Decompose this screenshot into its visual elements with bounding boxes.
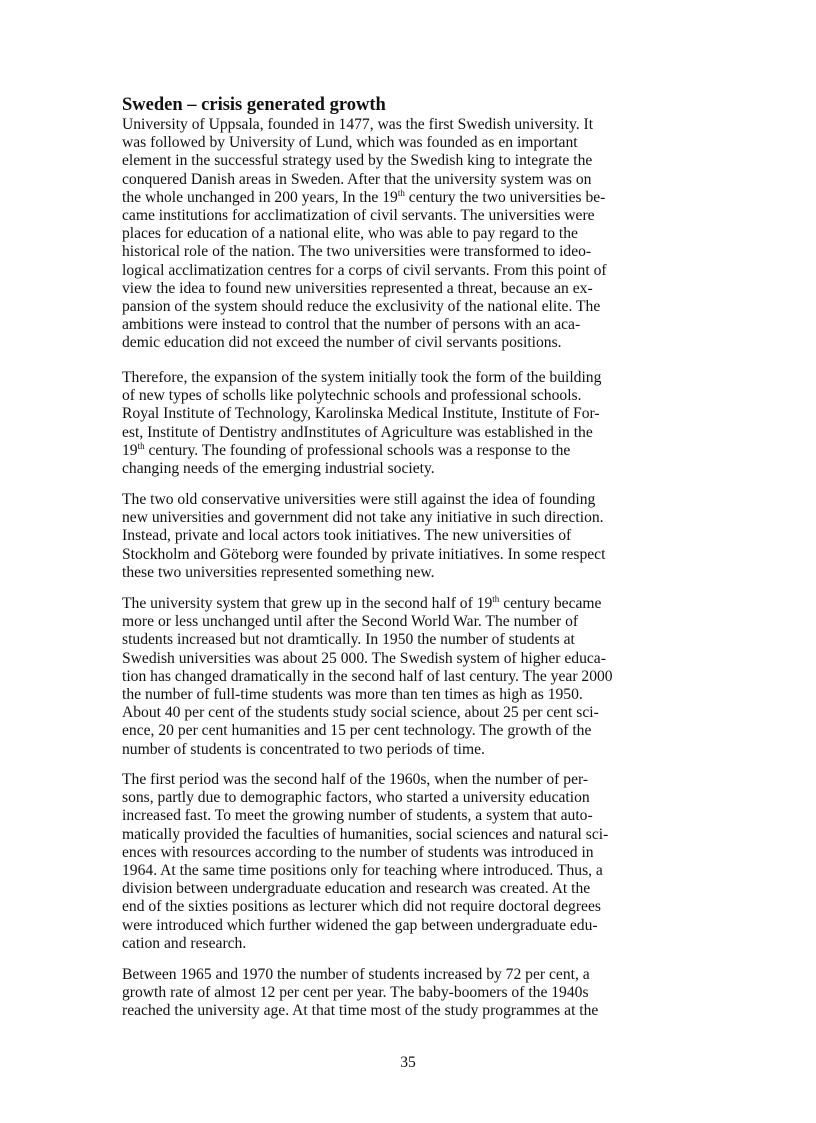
- text-line: [122, 966, 702, 984]
- text-segment: Stockholm and Göteborg were founded by private initiatives. In some respect: [122, 545, 606, 563]
- text-line: [122, 862, 702, 880]
- text-line: [122, 243, 702, 261]
- superscript: th: [137, 440, 145, 451]
- text-segment: ences with resources according to the number of students was introduced in: [122, 843, 594, 861]
- text-segment: demic education did not exceed the number of civil servants positions.: [122, 334, 562, 352]
- text-line: [122, 807, 702, 825]
- text-segment: Royal Institute of Technology, Karolinska Medical Institute, Institute of For-: [122, 405, 600, 423]
- text-line: [122, 207, 702, 225]
- text-line: [122, 509, 702, 527]
- text-line: [122, 546, 702, 564]
- text-line: [122, 387, 702, 405]
- text-segment: logical acclimatization centres for a corps of civil servants. From this point of: [122, 261, 607, 279]
- paragraph: [122, 771, 702, 953]
- text-segment: the whole unchanged in 200 years, In the 19: [122, 188, 398, 206]
- text-segment: est, Institute of Dentistry andInstitutes of Agriculture was established in the: [122, 423, 593, 441]
- text-segment: 1964. At the same time positions only for teaching where introduced. Thus, a: [122, 861, 603, 879]
- text-line: [122, 686, 702, 704]
- text-line: [122, 844, 702, 862]
- text-segment: 19: [122, 441, 138, 459]
- text-segment: century the two universities be-: [404, 188, 606, 206]
- text-line: [122, 771, 702, 789]
- text-line: [122, 189, 702, 207]
- text-segment: increased fast. To meet the growing number of students, a system that auto-: [122, 807, 593, 825]
- text-segment: end of the sixties positions as lecturer which did not require doctoral degrees: [122, 898, 601, 916]
- text-line: [122, 116, 702, 134]
- text-line: [122, 789, 702, 807]
- text-segment: ence, 20 per cent humanities and 15 per cent technology. The growth of the: [122, 722, 592, 740]
- text-line: [122, 527, 702, 545]
- text-line: [122, 826, 702, 844]
- text-segment: sons, partly due to demographic factors, who started a university education: [122, 789, 590, 807]
- text-segment: number of students is concentrated to two periods of time.: [122, 740, 485, 758]
- paragraph: [122, 116, 702, 352]
- superscript: th: [397, 187, 405, 198]
- text-segment: was followed by University of Lund, which was founded as en important: [122, 134, 578, 152]
- text-segment: growth rate of almost 12 per cent per year. The baby-boomers of the 1940s: [122, 984, 589, 1002]
- text-segment: Between 1965 and 1970 the number of students increased by 72 per cent, a: [122, 966, 590, 983]
- text-line: [122, 613, 702, 631]
- text-line: [122, 334, 702, 352]
- text-segment: cation and research.: [122, 934, 247, 952]
- text-segment: Therefore, the expansion of the system initially took the form of the building: [122, 369, 602, 386]
- text-segment: University of Uppsala, founded in 1477, was the first Swedish university. It: [122, 116, 594, 133]
- text-line: [122, 152, 702, 170]
- text-segment: came institutions for acclimatization of civil servants. The universities were: [122, 206, 595, 224]
- text-line: [122, 424, 702, 442]
- paragraph: [122, 966, 702, 1021]
- text-line: [122, 405, 702, 423]
- text-segment: of new types of scholls like polytechnic schools and professional schools.: [122, 387, 582, 405]
- text-line: [122, 460, 702, 478]
- text-segment: The two old conservative universities were still against the idea of founding: [122, 491, 596, 508]
- text-line: [122, 262, 702, 280]
- text-segment: reached the university age. At that time most of the study programmes at the: [122, 1002, 599, 1020]
- text-line: [122, 917, 702, 935]
- text-line: [122, 442, 702, 460]
- text-segment: century. The founding of professional schools was a response to the: [144, 441, 571, 459]
- text-segment: the number of full-time students was more than ten times as high as 1950.: [122, 685, 583, 703]
- text-segment: Swedish universities was about 25 000. The Swedish system of higher educa-: [122, 649, 606, 667]
- text-line: [122, 984, 702, 1002]
- text-segment: pansion of the system should reduce the exclusivity of the national elite. The: [122, 297, 601, 315]
- text-segment: century became: [499, 595, 602, 612]
- text-line: [122, 935, 702, 953]
- text-line: [122, 704, 702, 722]
- superscript: th: [492, 593, 500, 604]
- text-segment: The first period was the second half of the 1960s, when the number of per-: [122, 771, 589, 788]
- text-segment: About 40 per cent of the students study social science, about 25 per cent sci-: [122, 704, 599, 722]
- text-line: [122, 650, 702, 668]
- paragraph: [122, 595, 702, 759]
- text-segment: students increased but not dramtically. In 1950 the number of students at: [122, 631, 575, 649]
- text-line: [122, 741, 702, 759]
- text-line: [122, 369, 702, 387]
- text-segment: historical role of the nation. The two universities were transformed to ideo-: [122, 243, 592, 261]
- text-line: [122, 134, 702, 152]
- text-segment: these two universities represented something new.: [122, 563, 435, 581]
- text-line: [122, 225, 702, 243]
- text-line: [122, 631, 702, 649]
- text-line: [122, 595, 702, 613]
- page-number: 35: [400, 1054, 416, 1071]
- text-line: [122, 668, 702, 686]
- text-segment: ambitions were instead to control that the number of persons with an aca-: [122, 316, 581, 334]
- text-line: [122, 280, 702, 298]
- text-line: [122, 1002, 702, 1020]
- text-segment: more or less unchanged until after the Second World War. The number of: [122, 613, 579, 631]
- text-line: [122, 316, 702, 334]
- section-heading: Sweden – crisis generated growth: [122, 95, 386, 115]
- text-segment: conquered Danish areas in Sweden. After that the university system was on: [122, 170, 592, 188]
- text-segment: Instead, private and local actors took initiatives. The new universities of: [122, 527, 572, 545]
- text-line: [122, 898, 702, 916]
- text-segment: changing needs of the emerging industrial society.: [122, 459, 435, 477]
- text-line: [122, 880, 702, 898]
- text-segment: The university system that grew up in the second half of 19: [122, 595, 493, 612]
- text-segment: matically provided the faculties of humanities, social sciences and natural sci-: [122, 825, 609, 843]
- paragraph: [122, 369, 702, 478]
- text-segment: element in the successful strategy used by the Swedish king to integrate the: [122, 152, 593, 170]
- text-segment: new universities and government did not take any initiative in such direction.: [122, 509, 604, 527]
- text-line: [122, 722, 702, 740]
- text-line: [122, 298, 702, 316]
- text-line: [122, 564, 702, 582]
- text-segment: places for education of a national elite, who was able to pay regard to the: [122, 225, 578, 243]
- paragraph: [122, 491, 702, 582]
- text-segment: division between undergraduate education and research was created. At the: [122, 880, 591, 898]
- text-segment: view the idea to found new universities represented a threat, because an ex-: [122, 279, 593, 297]
- text-line: [122, 491, 702, 509]
- text-segment: tion has changed dramatically in the second half of last century. The year 2000: [122, 667, 613, 685]
- text-line: [122, 171, 702, 189]
- text-segment: were introduced which further widened the gap between undergraduate edu-: [122, 916, 598, 934]
